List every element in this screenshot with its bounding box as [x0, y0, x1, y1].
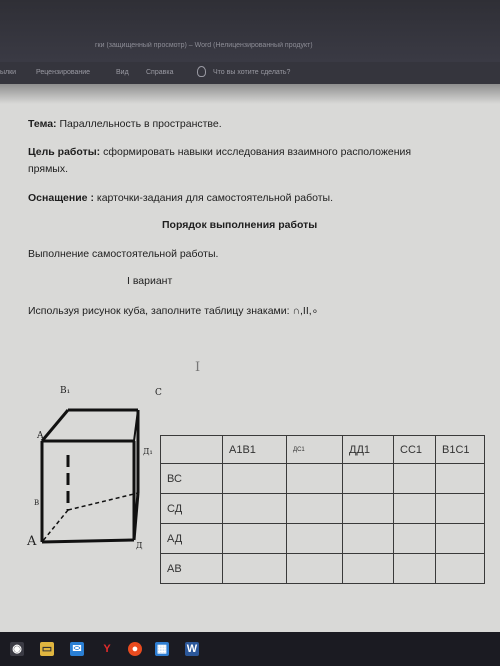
table-cell[interactable]: [394, 554, 436, 584]
row-header-cd: СД: [161, 494, 223, 524]
label-d: Д: [136, 541, 143, 550]
topic-line: [28, 118, 222, 130]
browser-icon[interactable]: ●: [128, 642, 142, 656]
table-cell[interactable]: [394, 464, 436, 494]
window-title: гки (защищенный просмотр) – Word (Нелицензированный продукт): [95, 42, 313, 49]
cube-edge: [42, 410, 68, 441]
relations-table: [160, 435, 485, 584]
explorer-icon[interactable]: ▭: [41, 643, 53, 655]
row-header-ab: AB: [161, 554, 223, 584]
table-cell[interactable]: [343, 524, 394, 554]
word-icon[interactable]: W: [186, 643, 198, 655]
mail-icon[interactable]: ✉: [70, 642, 84, 656]
table-row: [161, 524, 485, 554]
cube-edge: [42, 540, 134, 542]
table-cell[interactable]: [436, 464, 485, 494]
table-row: [161, 554, 485, 584]
table-cell[interactable]: [343, 464, 394, 494]
equipment-line: [28, 192, 333, 204]
row-header-bc: ВС: [161, 464, 223, 494]
table-cell[interactable]: [287, 494, 343, 524]
equipment-label: Оснащение :: [28, 192, 94, 204]
row-header-ad: АД: [161, 524, 223, 554]
goal-line: [28, 146, 411, 158]
table-cell[interactable]: [436, 524, 485, 554]
lightbulb-icon: [197, 66, 206, 77]
table-cell[interactable]: [287, 524, 343, 554]
goal-text: сформировать навыки исследования взаимного расположения: [100, 146, 412, 158]
col-header-b1c1: B1C1: [436, 436, 485, 464]
table-row: [161, 464, 485, 494]
tell-me-search[interactable]: Что вы хотите сделать?: [213, 69, 291, 76]
ribbon-shadow: [0, 84, 500, 104]
table-cell[interactable]: [436, 494, 485, 524]
topic-text: Параллельность в пространстве.: [56, 118, 222, 130]
table-cell[interactable]: [223, 554, 287, 584]
table-cell[interactable]: [287, 464, 343, 494]
title-bar: [0, 0, 500, 62]
table-cell[interactable]: [436, 554, 485, 584]
topic-label: Тема:: [28, 118, 57, 130]
label-b: B: [34, 499, 40, 507]
variant-label: I вариант: [127, 275, 173, 287]
table-cell[interactable]: [287, 554, 343, 584]
table-row: [161, 494, 485, 524]
table-cell[interactable]: [343, 554, 394, 584]
label-c: C: [155, 388, 162, 398]
goal-line-2: прямых.: [28, 163, 69, 175]
store-icon[interactable]: ▦: [156, 643, 168, 655]
cube-hidden-edge: [42, 510, 68, 542]
table-corner-cell: [161, 436, 223, 464]
table-cell[interactable]: [223, 464, 287, 494]
goal-label: Цель работы:: [28, 146, 101, 158]
table-cell[interactable]: [343, 494, 394, 524]
cube-figure: [25, 375, 160, 555]
label-d1: Д₁: [143, 447, 153, 456]
table-cell[interactable]: [394, 524, 436, 554]
ribbon: [0, 62, 500, 85]
label-a: A: [27, 534, 37, 549]
tab-help[interactable]: Справка: [146, 69, 174, 76]
equipment-text: карточки-задания для самостоятельной работы.: [93, 192, 334, 204]
col-header-dc1: ДС1: [287, 436, 343, 464]
label-a1: A: [37, 431, 44, 441]
table-header-row: [161, 436, 485, 464]
task-line: Выполнение самостоятельной работы.: [28, 248, 219, 260]
text-cursor: I: [195, 360, 201, 375]
tab-references[interactable]: ылки: [0, 69, 17, 76]
start-icon[interactable]: ◉: [10, 642, 24, 656]
taskbar: [0, 632, 500, 666]
tab-review[interactable]: Рецензирование: [36, 69, 91, 76]
col-header-a1b1: A1B1: [223, 436, 287, 464]
cube-hidden-edge: [68, 493, 138, 510]
instruction-line: Используя рисунок куба, заполните таблицу знаками: ∩,II,∘: [28, 305, 319, 317]
table-cell[interactable]: [394, 494, 436, 524]
col-header-cc1: CC1: [394, 436, 436, 464]
table-cell[interactable]: [223, 524, 287, 554]
tab-view[interactable]: Вид: [116, 69, 129, 76]
table-cell[interactable]: [223, 494, 287, 524]
label-b1: B₁: [60, 386, 71, 396]
cube-drawing: [25, 375, 160, 555]
procedure-heading: Порядок выполнения работы: [162, 219, 318, 231]
col-header-dd1: ДД1: [343, 436, 394, 464]
yandex-icon[interactable]: Y: [103, 643, 111, 655]
